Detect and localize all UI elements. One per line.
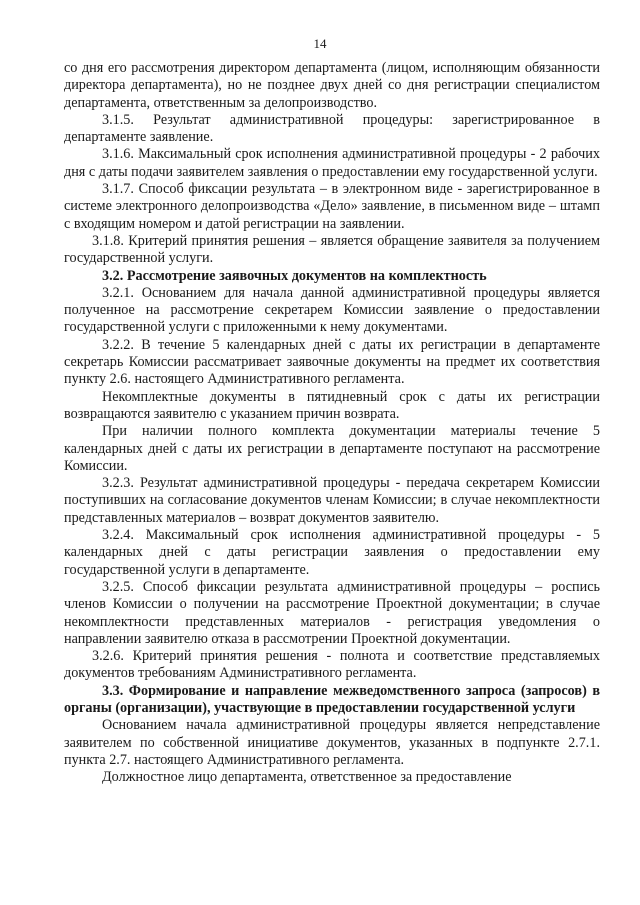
- section-heading: 3.2. Рассмотрение заявочных документов на комплектность: [102, 267, 487, 284]
- paragraph: Основанием начала административной процедуры является непредставление заявителем по собственной инициативе документов, указанных в подпункте 2.7.1. пункта 2.7. настоящего Административного регламента.: [64, 717, 600, 768]
- document-body: [64, 60, 600, 786]
- paragraph: При наличии полного комплекта документации материалы течение 5 календарных дней с даты их регистрации в департаменте поступают на рассмотрение Комиссии.: [64, 423, 600, 474]
- paragraph: 3.1.8. Критерий принятия решения – является обращение заявителя за получением государственной услуги.: [64, 232, 600, 267]
- paragraph: Некомплектные документы в пятидневный срок с даты их регистрации возвращаются заявителю с указанием причин возврата.: [64, 388, 600, 422]
- page-number: 14: [313, 36, 327, 51]
- paragraph: 3.2.4. Максимальный срок исполнения административной процедуры - 5 календарных дней с даты регистрации заявления о предоставлении ему государственной услуги в департаменте.: [64, 527, 600, 578]
- paragraph: 3.2.3. Результат административной процедуры - передача секретарем Комиссии поступивших на согласование документов членам Комиссии; в случае некомплектности представленных материалов – возврат документов заявителю.: [64, 475, 600, 526]
- paragraph: со дня его рассмотрения директором департамента (лицом, исполняющим обязанности директора департамента), но не позднее двух дней со дня регистрации специалистом департамента, ответственным за делопроизводство.: [64, 60, 600, 111]
- section-heading: 3.3. Формирование и направление межведомственного запроса (запросов) в органы (организации), участвующие в предоставлении государственной услуги: [64, 682, 600, 716]
- paragraph: 3.2.2. В течение 5 календарных дней с даты их регистрации в департаменте секретарь Комиссии рассматривает заявочные документы на предмет их соответствия пункту 2.6. настоящего Административного регламента.: [64, 336, 600, 388]
- paragraph: 3.2.5. Способ фиксации результата административной процедуры – роспись членов Комиссии о получении на рассмотрение Проектной документации; в случае некомплектности представленных материалов - регистрация уведомления о направлении заявителю отказа в рассмотрении Проектной документации.: [64, 578, 600, 647]
- paragraph: 3.2.1. Основанием для начала данной административной процедуры является полученное на рассмотрение секретарем Комиссии заявление о предоставлении государственной услуги с приложенными к нему документами.: [64, 284, 600, 336]
- paragraph: 3.1.6. Максимальный срок исполнения административной процедуры - 2 рабочих дня с даты подачи заявителем заявления о предоставлении ему государственной услуги.: [64, 146, 600, 180]
- paragraph: 3.1.5. Результат административной процедуры: зарегистрированное в департаменте заявление.: [64, 111, 600, 146]
- paragraph: Должностное лицо департамента, ответственное за предоставление: [102, 769, 512, 786]
- paragraph: 3.2.6. Критерий принятия решения - полнота и соответствие представляемых документов требованиям Административного регламента.: [64, 648, 600, 682]
- paragraph: 3.1.7. Способ фиксации результата – в электронном виде - зарегистрированное в системе электронного делопроизводства «Дело» заявление, в письменном виде – штамп с входящим номером и датой регистрации на заявлении.: [64, 181, 600, 232]
